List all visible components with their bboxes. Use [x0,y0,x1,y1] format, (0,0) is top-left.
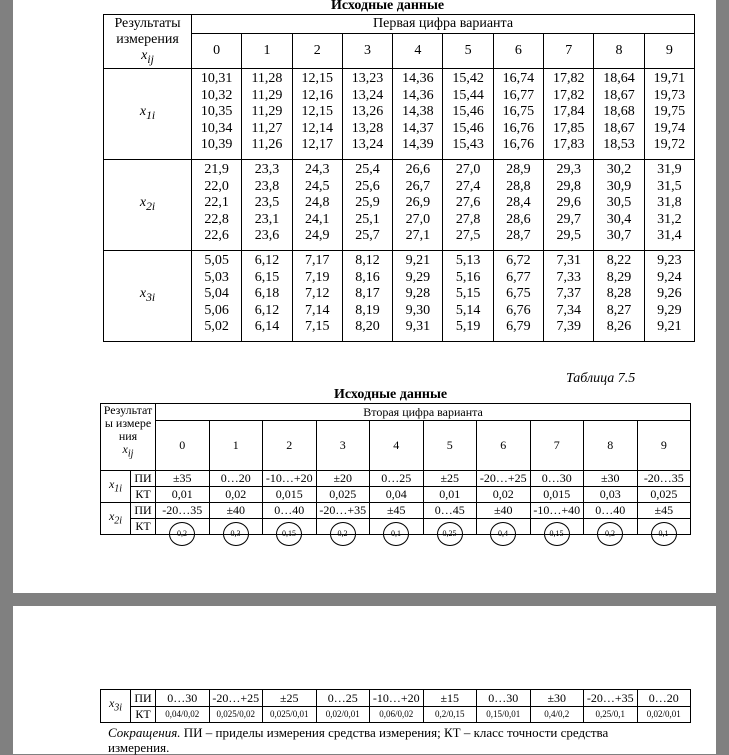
measurement-value: 9,24 [657,269,682,285]
measurement-value: 28,7 [506,228,531,244]
measurement-value: 6,18 [254,286,280,302]
measurement-value: 25,7 [355,228,380,244]
pi-label: ПИ [131,690,156,707]
pi-value: -20…35 [637,471,691,487]
measurement-value: 19,73 [653,87,686,103]
measurement-value: 29,7 [556,211,581,227]
measurement-value: 10,39 [200,137,233,153]
footnote: Сокращения. ПИ – приделы измерения средства измерения; КТ – класс точности средства измерения. [108,725,609,755]
measurement-value: 27,5 [455,228,481,244]
kt-value: 0,02 [209,487,263,503]
measurement-value: 9,30 [405,302,431,318]
measurement-value: 10,31 [200,71,233,86]
kt-value: 0,06/0,02 [370,707,424,723]
header-label-2: Результаты измерения [103,403,153,443]
measurement-value: 10,35 [200,104,233,120]
pi-value: 0…30 [530,471,584,487]
second-digit-header: Вторая цифра варианта [156,404,691,421]
measurement-value: 8,28 [606,286,632,302]
variable-label: $x_{1i}$ [104,69,192,160]
kt-value: 0,025/0,02 [209,707,263,723]
measurement-value: 8,29 [606,269,632,285]
measurement-value: 22,0 [204,178,229,194]
value-cell [393,251,443,342]
kt-value: 0,02/0,01 [316,707,370,723]
measurement-value: 8,16 [355,269,380,285]
measurement-value: 6,14 [254,319,280,335]
table-row [104,69,695,160]
value-cell [544,69,594,160]
measurement-value: 23,3 [254,162,280,177]
measurement-value: 15,42 [452,71,484,86]
measurement-value: 26,6 [405,162,431,177]
kt-label: КТ [131,519,156,535]
pi-value: ±45 [370,503,424,519]
measurement-value: 19,71 [653,71,686,86]
measurement-value: 30,9 [606,178,632,194]
value-cell [644,69,694,160]
page-2 [13,606,716,754]
measurement-value: 5,04 [204,286,229,302]
kt-value: 0,01 [423,487,477,503]
table1-title: Исходные данные [331,0,445,13]
kt-value: 0,015 [263,487,317,503]
measurement-value: 25,6 [355,178,380,194]
kt-circled-value: 0,25 [437,522,463,546]
digit-header: 2 [263,421,317,471]
source-data-table-1 [103,14,695,342]
measurement-value: 12,16 [301,87,333,103]
value-cell [644,160,694,251]
pi-value: -20…+25 [477,471,531,487]
kt-circled-value: 0,1 [651,522,677,546]
kt-value: 0,04 [370,487,424,503]
measurement-value: 8,12 [355,253,380,268]
x2-label: $x_{2i}$ [101,503,131,535]
measurement-value: 28,8 [506,178,531,194]
pi-value: ±30 [584,471,638,487]
measurement-value: 14,36 [402,87,434,103]
digit-header: 9 [644,34,694,69]
measurement-value: 28,4 [506,195,531,211]
table-row [104,251,695,342]
measurement-value: 23,1 [254,211,280,227]
value-cell [342,160,392,251]
measurement-value: 27,6 [455,195,481,211]
measurement-value: 12,15 [301,104,333,120]
measurement-value: 30,2 [606,162,632,177]
measurement-value: 30,7 [606,228,632,244]
measurement-value: 8,17 [355,286,380,302]
value-cell [594,160,644,251]
digit-header: 5 [423,421,477,471]
kt-value: 0,04/0,02 [156,707,210,723]
measurement-value: 27,0 [405,211,431,227]
measurement-value: 19,72 [653,137,686,153]
value-cell [242,69,292,160]
value-cell [192,251,242,342]
measurement-value: 12,17 [301,137,333,153]
digit-header: 8 [594,34,644,69]
pi-value: ±20 [316,471,370,487]
measurement-value: 6,77 [506,269,531,285]
measurement-value: 15,43 [452,137,484,153]
value-cell [594,69,644,160]
measurement-results-header-2 [101,404,156,471]
value-cell [443,69,493,160]
measurement-value: 9,23 [657,253,682,268]
measurement-value: 5,13 [455,253,481,268]
measurement-value: 18,64 [603,71,635,86]
kt-value: 0,02/0,01 [637,707,691,723]
variable-label: $x_{3i}$ [104,251,192,342]
measurement-value: 8,26 [606,319,632,335]
measurement-value: 25,4 [355,162,380,177]
digit-header: 0 [192,34,242,69]
page-1 [13,0,716,593]
pi-value: ±25 [263,690,317,707]
measurement-value: 7,12 [304,286,330,302]
measurement-value: 6,15 [254,269,280,285]
source-data-table-3 [100,689,691,723]
pi-value: ±30 [530,690,584,707]
kt-value: 0,03 [584,487,638,503]
measurement-value: 15,46 [452,104,484,120]
measurement-value: 18,67 [603,120,635,136]
kt-circled-value: 0,2 [169,522,195,546]
measurement-value: 5,14 [455,302,481,318]
measurement-value: 10,34 [200,120,233,136]
measurement-value: 5,06 [204,302,229,318]
measurement-value: 5,05 [204,253,229,268]
measurement-value: 8,22 [606,253,632,268]
x1-label: $x_{1i}$ [101,471,131,503]
measurement-value: 13,23 [351,71,384,86]
pi-value: 0…40 [263,503,317,519]
measurement-value: 24,9 [304,228,330,244]
kt-circled-value: 0,3 [223,522,249,546]
measurement-value: 5,02 [204,319,229,335]
header-variable: $x_{ij}$ [141,47,154,66]
pi-value: 0…20 [209,471,263,487]
value-cell [393,160,443,251]
value-cell [192,69,242,160]
table2-title: Исходные данные [334,387,448,402]
measurement-value: 14,37 [402,120,434,136]
digit-header: 6 [477,421,531,471]
kt-circled-value: 0,15 [276,522,302,546]
digit-header: 7 [530,421,584,471]
value-cell [493,69,543,160]
measurement-value: 7,37 [556,286,581,302]
value-cell [594,251,644,342]
value-cell [443,251,493,342]
kt-value: 0,25/0,1 [584,707,638,723]
value-cell [544,251,594,342]
measurement-value: 15,46 [452,120,484,136]
digit-header: 8 [584,421,638,471]
measurement-value: 5,19 [455,319,481,335]
measurement-value: 16,76 [502,137,535,153]
value-cell [242,160,292,251]
pi-value: ±15 [423,690,477,707]
measurement-value: 22,6 [204,228,229,244]
pi-value: -20…35 [156,503,210,519]
measurement-value: 11,27 [251,120,283,136]
measurement-value: 24,3 [304,162,330,177]
value-cell [544,160,594,251]
measurement-results-header [104,15,192,69]
value-cell [443,160,493,251]
pi-value: ±25 [423,471,477,487]
kt-label: КТ [131,707,156,723]
value-cell [342,251,392,342]
measurement-value: 24,5 [304,178,330,194]
measurement-value: 25,1 [355,211,380,227]
measurement-value: 27,0 [455,162,481,177]
measurement-value: 9,29 [657,302,682,318]
kt-circled-value: 0,4 [490,522,516,546]
kt-value: 0,025 [637,487,691,503]
kt-value: 0,01 [156,487,210,503]
measurement-value: 7,31 [556,253,581,268]
value-cell [292,251,342,342]
measurement-value: 17,84 [552,104,585,120]
measurement-value: 17,82 [552,87,585,103]
measurement-value: 28,9 [506,162,531,177]
measurement-value: 26,7 [405,178,431,194]
measurement-value: 13,26 [351,104,384,120]
measurement-value: 5,16 [455,269,481,285]
digit-header: 4 [393,34,443,69]
digit-header: 2 [292,34,342,69]
measurement-value: 21,9 [204,162,229,177]
measurement-value: 9,21 [405,253,431,268]
measurement-value: 7,17 [304,253,330,268]
measurement-value: 15,44 [452,87,484,103]
measurement-value: 19,75 [653,104,686,120]
measurement-value: 19,74 [653,120,686,136]
measurement-value: 6,72 [506,253,531,268]
kt-circled-value: 0,1 [383,522,409,546]
measurement-value: 8,20 [355,319,380,335]
measurement-value: 22,1 [204,195,229,211]
measurement-value: 14,36 [402,71,434,86]
header-label: Результаты измерения [114,15,181,47]
value-cell [292,69,342,160]
measurement-value: 31,4 [657,228,682,244]
measurement-value: 16,75 [502,104,535,120]
table-caption: Таблица 7.5 [566,371,636,386]
pi-value: 0…20 [637,690,691,707]
measurement-value: 9,31 [405,319,431,335]
digit-header: 5 [443,34,493,69]
measurement-value: 11,29 [251,87,283,103]
measurement-value: 7,34 [556,302,581,318]
digit-header: 1 [242,34,292,69]
kt-circled-value: 0,2 [597,522,623,546]
measurement-value: 13,24 [351,87,384,103]
measurement-value: 16,76 [502,120,535,136]
measurement-value: 6,75 [506,286,531,302]
digit-header: 4 [370,421,424,471]
measurement-value: 7,33 [556,269,581,285]
measurement-value: 10,32 [200,87,233,103]
pi-value: 0…40 [584,503,638,519]
measurement-value: 14,39 [402,137,434,153]
pi-value: -10…+40 [530,503,584,519]
measurement-value: 7,14 [304,302,330,318]
measurement-value: 27,4 [455,178,481,194]
pi-value: ±35 [156,471,210,487]
value-cell [493,160,543,251]
pi-label: ПИ [131,471,156,487]
kt-value: 0,2/0,15 [423,707,477,723]
measurement-value: 27,1 [405,228,431,244]
measurement-value: 16,74 [502,71,535,86]
measurement-value: 18,67 [603,87,635,103]
measurement-value: 11,28 [251,71,283,86]
digit-header: 3 [342,34,392,69]
measurement-value: 18,68 [603,104,635,120]
measurement-value: 31,5 [657,178,682,194]
value-cell [192,160,242,251]
digit-header: 3 [316,421,370,471]
kt-value: 0,4/0,2 [530,707,584,723]
measurement-value: 12,14 [301,120,333,136]
measurement-value: 29,8 [556,178,581,194]
measurement-value: 11,29 [251,104,283,120]
digit-header: 7 [544,34,594,69]
measurement-value: 23,5 [254,195,280,211]
measurement-value: 26,9 [405,195,431,211]
kt-label: КТ [131,487,156,503]
measurement-value: 24,8 [304,195,330,211]
measurement-value: 29,5 [556,228,581,244]
measurement-value: 29,6 [556,195,581,211]
measurement-value: 17,82 [552,71,585,86]
value-cell [393,69,443,160]
measurement-value: 9,26 [657,286,682,302]
pi-value: ±40 [209,503,263,519]
pi-value: -20…+35 [316,503,370,519]
measurement-value: 9,29 [405,269,431,285]
measurement-value: 8,19 [355,302,380,318]
pi-value: ±40 [477,503,531,519]
measurement-value: 11,26 [251,137,283,153]
measurement-value: 6,12 [254,302,280,318]
measurement-value: 17,85 [552,120,585,136]
digit-header: 6 [493,34,543,69]
value-cell [493,251,543,342]
pi-value: -10…+20 [370,690,424,707]
x3-label: $x_{3i}$ [101,690,131,723]
measurement-value: 7,39 [556,319,581,335]
kt-value: 0,015 [530,487,584,503]
kt-circled-value: 0,15 [544,522,570,546]
measurement-value: 6,76 [506,302,531,318]
measurement-value: 6,12 [254,253,280,268]
measurement-value: 30,4 [606,211,632,227]
kt-value: 0,025/0,01 [263,707,317,723]
measurement-value: 7,19 [304,269,330,285]
first-digit-header: Первая цифра варианта [192,15,695,34]
measurement-value: 18,53 [603,137,635,153]
digit-header: 0 [156,421,210,471]
measurement-value: 27,8 [455,211,481,227]
variable-label: $x_{2i}$ [104,160,192,251]
kt-value: 0,15/0,01 [477,707,531,723]
value-cell [644,251,694,342]
measurement-value: 16,77 [502,87,535,103]
digit-header: 1 [209,421,263,471]
kt-value: 0,02 [477,487,531,503]
source-data-table-2 [100,403,691,535]
measurement-value: 17,83 [552,137,585,153]
measurement-value: 7,15 [304,319,330,335]
measurement-value: 9,21 [657,319,682,335]
measurement-value: 13,24 [351,137,384,153]
value-cell [292,160,342,251]
pi-value: -20…+25 [209,690,263,707]
value-cell [242,251,292,342]
measurement-value: 31,8 [657,195,682,211]
measurement-value: 12,15 [301,71,333,86]
measurement-value: 6,79 [506,319,531,335]
pi-label: ПИ [131,503,156,519]
kt-value: 0,025 [316,487,370,503]
measurement-value: 5,15 [455,286,481,302]
measurement-value: 31,2 [657,211,682,227]
pi-value: 0…25 [370,471,424,487]
measurement-value: 13,28 [351,120,384,136]
header-variable-2: $x_{ij}$ [122,442,134,460]
digit-header: 9 [637,421,691,471]
pi-value: -20…+35 [584,690,638,707]
pi-value: -10…+20 [263,471,317,487]
measurement-value: 5,03 [204,269,229,285]
pi-value: ±45 [637,503,691,519]
measurement-value: 8,27 [606,302,632,318]
measurement-value: 31,9 [657,162,682,177]
measurement-value: 23,6 [254,228,280,244]
measurement-value: 30,5 [606,195,632,211]
measurement-value: 23,8 [254,178,280,194]
pi-value: 0…30 [156,690,210,707]
measurement-value: 29,3 [556,162,581,177]
measurement-value: 22,8 [204,211,229,227]
value-cell [342,69,392,160]
measurement-value: 24,1 [304,211,330,227]
measurement-value: 25,9 [355,195,380,211]
table-row [104,160,695,251]
pi-value: 0…30 [477,690,531,707]
measurement-value: 28,6 [506,211,531,227]
pi-value: 0…25 [316,690,370,707]
measurement-value: 9,28 [405,286,431,302]
pi-value: 0…45 [423,503,477,519]
measurement-value: 14,38 [402,104,434,120]
kt-circled-value: 0,2 [330,522,356,546]
